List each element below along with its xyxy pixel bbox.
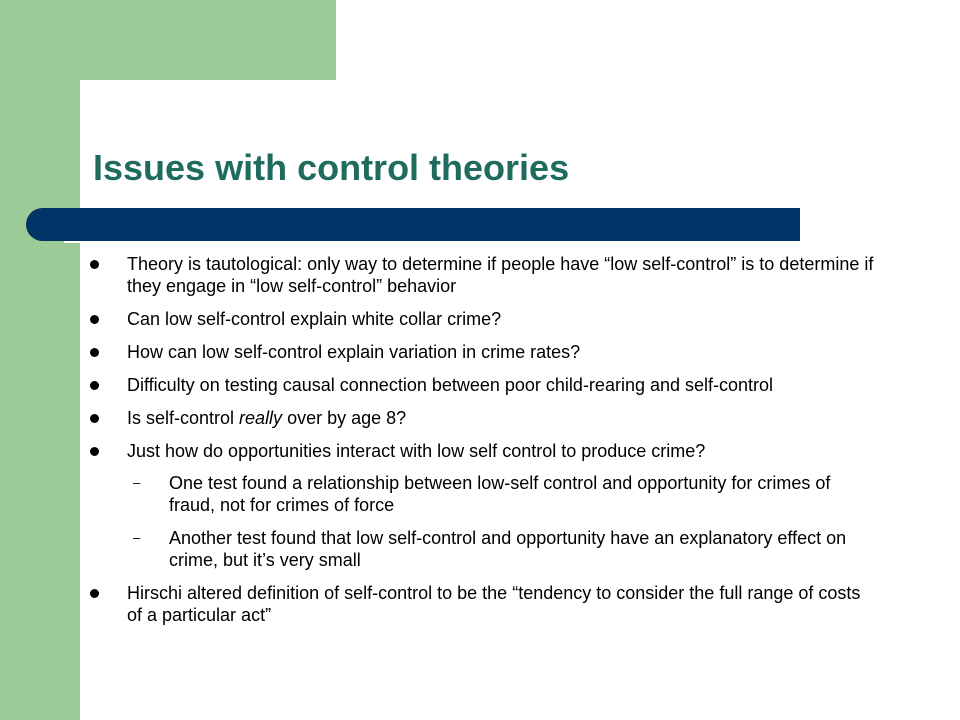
bullet-text: Theory is tautological: only way to determine if people have “low self-control” is to determine if they engage in “low self-control” behavior xyxy=(127,254,874,296)
sub-bullet-text: One test found a relationship between low-self control and opportunity for crimes of fraud, not for crimes of force xyxy=(169,473,831,515)
bullet-dot-icon xyxy=(90,348,99,357)
green-frame-top xyxy=(0,0,336,80)
bullet-dot-icon xyxy=(90,589,99,598)
bullet-item xyxy=(90,440,880,571)
bullet-item xyxy=(90,253,880,297)
title-underline-bar xyxy=(26,208,800,241)
bullet-item xyxy=(90,582,880,626)
sub-bullet-list xyxy=(127,472,880,571)
bullet-text: Just how do opportunities interact with low self control to produce crime? xyxy=(127,441,706,461)
bullet-dot-icon xyxy=(90,381,99,390)
bullet-text-emphasis: really xyxy=(239,408,283,428)
bullet-dot-icon xyxy=(90,315,99,324)
sub-bullet-text: Another test found that low self-control and opportunity have an explanatory effect on crime, but it’s very small xyxy=(169,528,847,570)
sub-bullet-item xyxy=(127,472,880,516)
bullet-item xyxy=(90,308,880,330)
bullet-item xyxy=(90,374,880,396)
dash-marker: – xyxy=(133,475,141,490)
bullet-dot-icon xyxy=(90,447,99,456)
bullet-text: Hirschi altered definition of self-control to be the “tendency to consider the full range of costs of a particular act” xyxy=(127,583,861,625)
slide-title: Issues with control theories xyxy=(93,147,570,188)
bullet-text: Difficulty on testing causal connection between poor child-rearing and self-control xyxy=(127,375,774,395)
green-frame-left xyxy=(0,0,80,720)
bullet-text-before: Is self-control xyxy=(127,408,240,428)
title-bar-edge xyxy=(64,241,800,243)
bullet-item xyxy=(90,407,880,429)
bullet-item xyxy=(90,341,880,363)
dash-marker: – xyxy=(133,530,141,545)
sub-bullet-item xyxy=(127,527,880,571)
bullet-dot-icon xyxy=(90,260,99,269)
bullet-list xyxy=(90,253,880,637)
bullet-dot-icon xyxy=(90,414,99,423)
bullet-text-after: over by age 8? xyxy=(282,408,407,428)
bullet-text: Can low self-control explain white collar crime? xyxy=(127,309,502,329)
bullet-text: How can low self-control explain variation in crime rates? xyxy=(127,342,581,362)
